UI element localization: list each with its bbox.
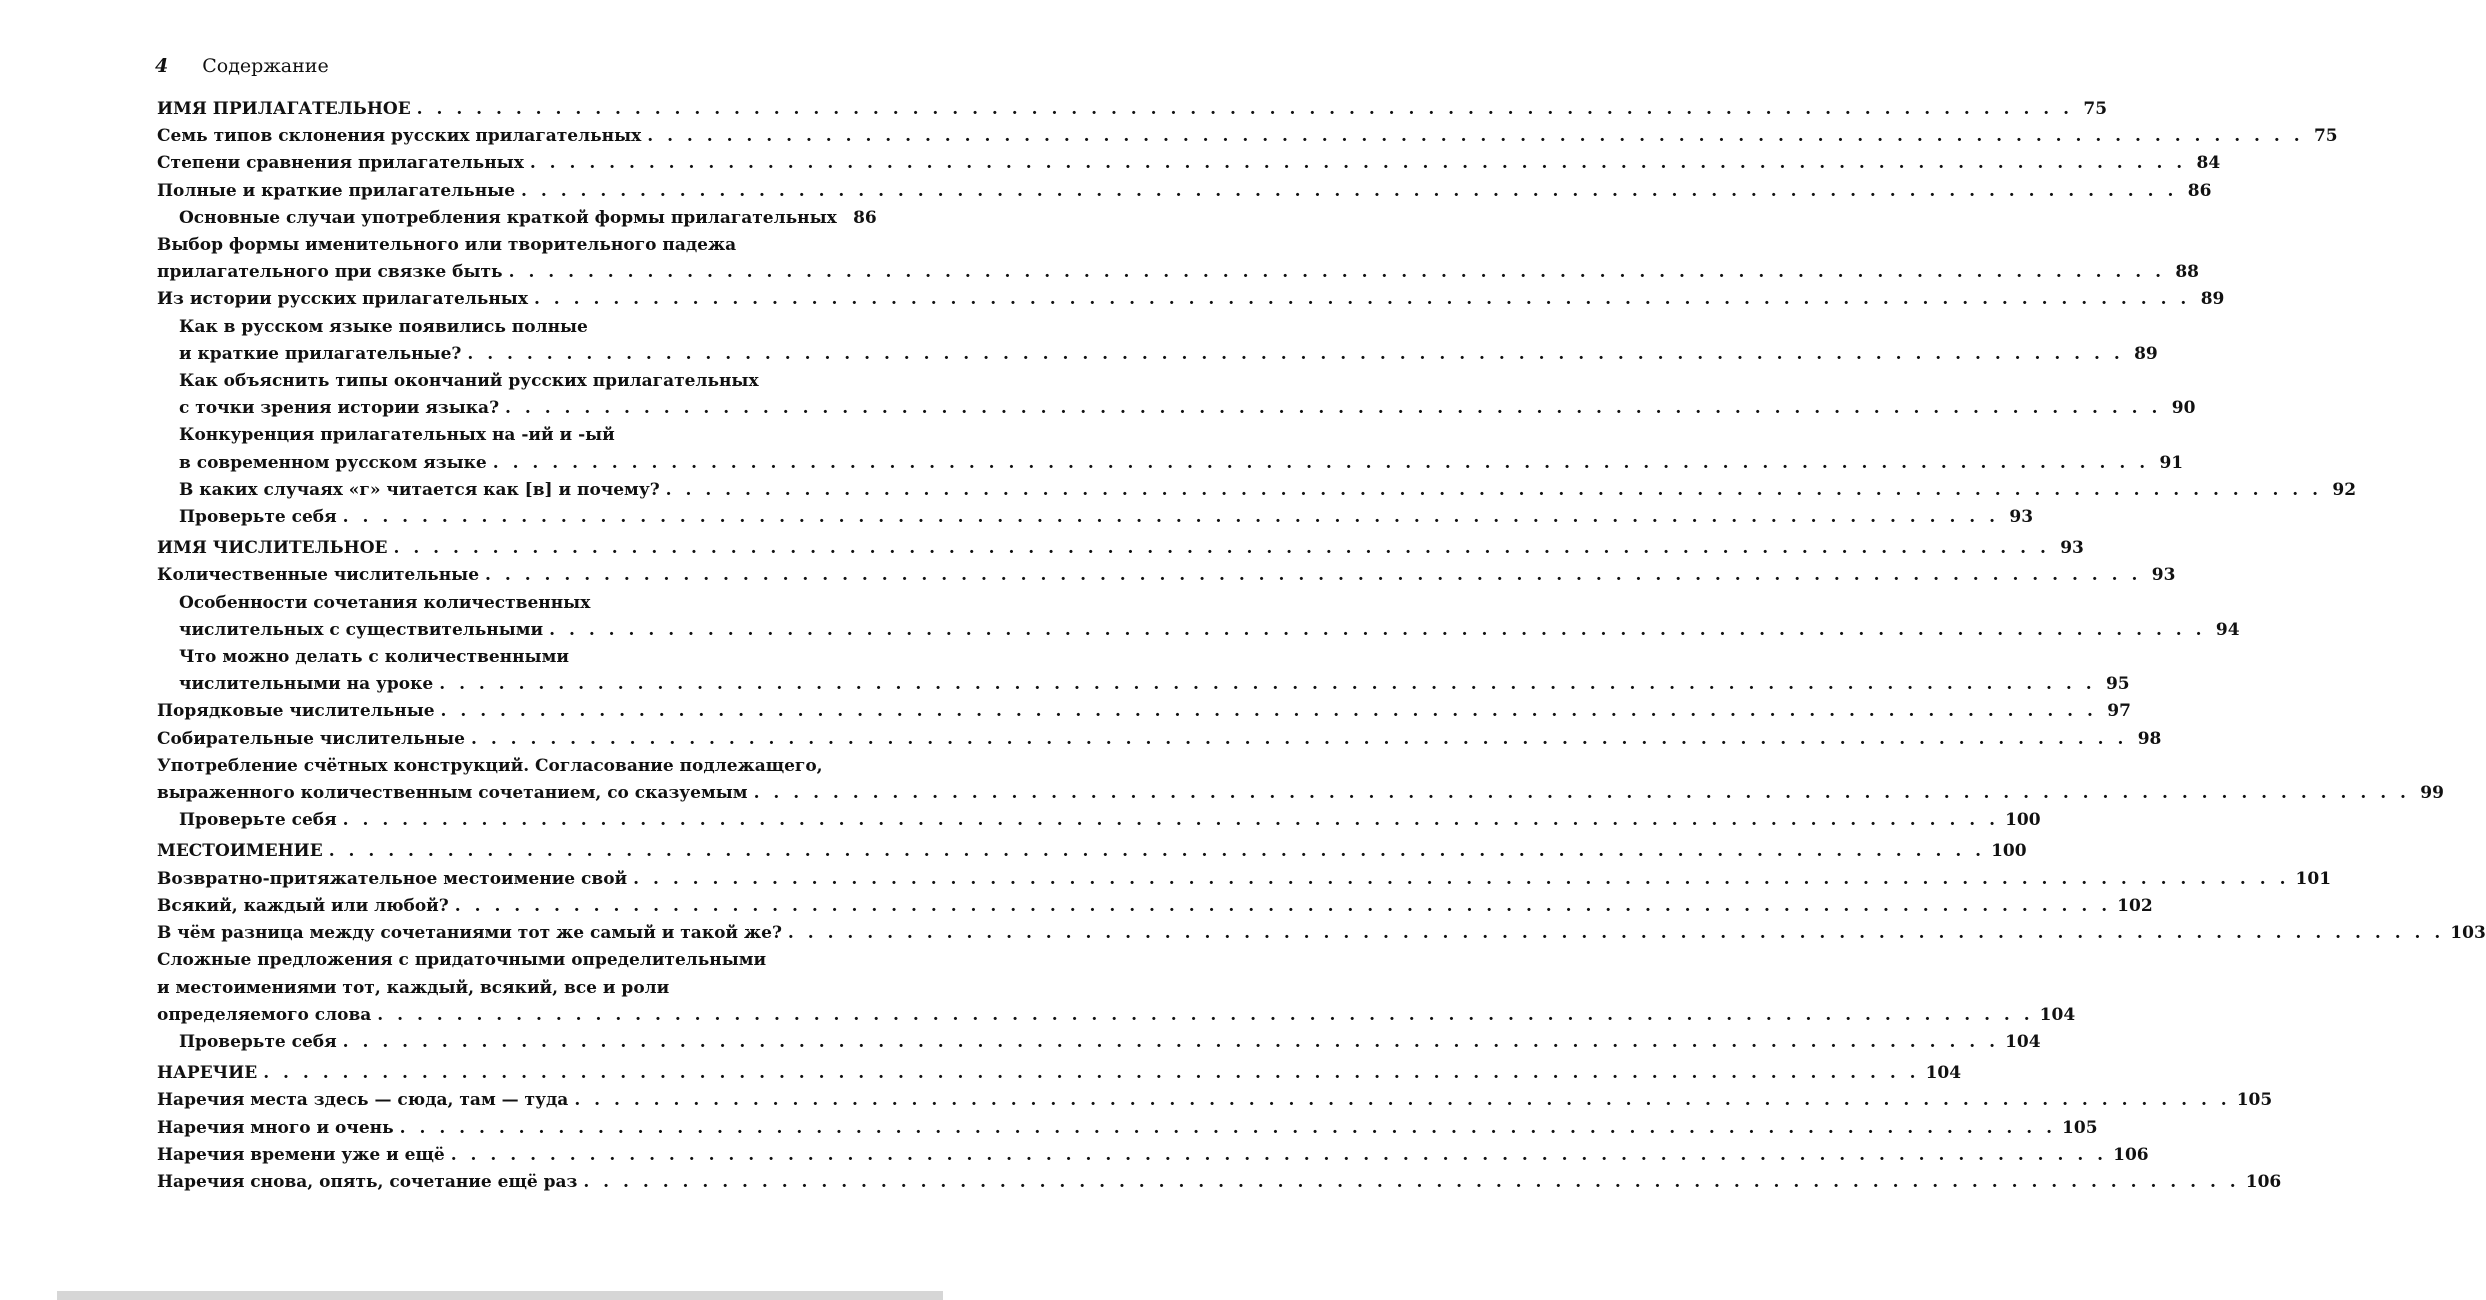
toc-entry[interactable]: [157, 947, 855, 974]
toc-entry[interactable]: [157, 422, 855, 449]
toc-entry-page: 95: [2105, 674, 2130, 695]
toc-entry[interactable]: [157, 96, 2108, 123]
toc-entry-title: и местоимениями тот, каждый, всякий, все и роли: [157, 977, 670, 998]
toc-entry[interactable]: [157, 341, 2158, 368]
toc-entry-title: числительных с существительными: [179, 619, 544, 640]
dot-leader: . . . . . . . . . . . . . . . . . . . . . . . . . . . . . . . . . . . . . . . . . . . . . . . . . . . . . . . . . . . . . . . . . . . . . . . . . . . . . . . . . . . .: [492, 452, 2150, 473]
dot-leader: . . . . . . . . . . . . . . . . . . . . . . . . . . . . . . . . . . . . . . . . . . . . . . . . . . . . . . . . . . . . . . . . . . . . . . . . . . . . . . . . . . . .: [647, 126, 2304, 147]
toc-entry[interactable]: [157, 698, 2131, 725]
toc-entry-title: Наречия времени уже и ещё: [157, 1144, 445, 1165]
toc-entry-page: 100: [2005, 810, 2041, 831]
toc-entry-page: 106: [2245, 1171, 2282, 1192]
dot-leader: . . . . . . . . . . . . . . . . . . . . . . . . . . . . . . . . . . . . . . . . . . . . . . . . . . . . . . . . . . . . . . . . . . . . . . . . . . . . . . . . . . . .: [549, 619, 2206, 640]
toc-entry[interactable]: [157, 259, 2199, 286]
table-of-contents: [157, 96, 2486, 1196]
toc-entry[interactable]: [157, 368, 855, 395]
toc-entry-title: Употребление счётных конструкций. Согласование подлежащего,: [157, 755, 823, 776]
toc-entry[interactable]: [157, 205, 877, 232]
page-number: 4: [155, 55, 169, 77]
toc-entry-title: Как объяснить типы окончаний русских прилагательных: [179, 371, 759, 392]
dot-leader: . . . . . . . . . . . . . . . . . . . . . . . . . . . . . . . . . . . . . . . . . . . . . . . . . . . . . . . . . . . . . . . . . . . . . . . . . . . . . . . . . . . .: [529, 153, 2187, 174]
toc-entry[interactable]: [157, 893, 2153, 920]
toc-entry-title: Собирательные числительные: [157, 728, 465, 749]
toc-entry-page: 86: [2187, 180, 2212, 201]
dot-leader: . . . . . . . . . . . . . . . . . . . . . . . . . . . . . . . . . . . . . . . . . . . . . . . . . . . . . . . . . . . . . . . . . . . . . . . . . . . . . . . . . . . .: [342, 1031, 2000, 1052]
toc-entry[interactable]: [157, 395, 2196, 422]
toc-entry-page: 84: [2196, 153, 2221, 174]
toc-entry-page: 99: [2420, 783, 2444, 804]
dot-leader: . . . . . . . . . . . . . . . . . . . . . . . . . . . . . . . . . . . . . . . . . . . . . . . . . . . . . . . . . . . . . . . . . . . . . . . . . . . . . . . . . . . .: [439, 674, 2096, 695]
dot-leader: . . . . . . . . . . . . . . . . . . . . . . . . . . . . . . . . . . . . . . . . . . . . . . . . . . . . . . . . . . . . . . . . . . . . . . . . . . . . . . . . . . . .: [416, 99, 2074, 119]
toc-entry[interactable]: [157, 535, 2084, 562]
toc-entry-page: 106: [2113, 1144, 2149, 1165]
page-header: [155, 52, 329, 80]
dot-leader: . . . . . . . . . . . . . . . . . . . . . . . . . . . . . . . . . . . . . . . . . . . . . . . . . . . . . . . . . . . . . . . . . . . . . . . . . . . . . . . . . . . .: [583, 1171, 2240, 1192]
toc-entry[interactable]: [157, 590, 855, 617]
toc-entry-title: В каких случаях «г» читается как [в] и почему?: [179, 479, 660, 500]
toc-entry[interactable]: [157, 1029, 2041, 1056]
running-title: Содержание: [202, 55, 329, 77]
toc-entry-page: 86: [853, 207, 877, 228]
toc-entry[interactable]: [157, 450, 2184, 477]
toc-entry[interactable]: [157, 920, 2486, 947]
bottom-scrollbar: [57, 1291, 943, 1300]
dot-leader: . . . . . . . . . . . . . . . . . . . . . . . . . . . . . . . . . . . . . . . . . . . . . . . . . . . . . . . . . . . . . . . . . . . . . . . . . . . . . . . . . . . .: [753, 783, 2410, 804]
dot-leader: . . . . . . . . . . . . . . . . . . . . . . . . . . . . . . . . . . . . . . . . . . . . . . . . . . . . . . . . . . . . . . . . . . . . . . . . . . . . . . . . . . . .: [633, 868, 2290, 889]
toc-entry-title: Проверьте себя: [179, 507, 337, 528]
toc-entry[interactable]: [157, 644, 855, 671]
dot-leader: . . . . . . . . . . . . . . . . . . . . . . . . . . . . . . . . . . . . . . . . . . . . . . . . . . . . . . . . . . . . . . . . . . . . . . . . . . . . . . . . . . . .: [467, 343, 2124, 364]
toc-entry[interactable]: [157, 123, 2338, 150]
toc-entry-title: Наречия снова, опять, сочетание ещё раз: [157, 1171, 578, 1192]
dot-leader: . . . . . . . . . . . . . . . . . . . . . . . . . . . . . . . . . . . . . . . . . . . . . . . . . . . . . . . . . . . . . . . . . . . . . . . . . . . . . . . . . . . .: [574, 1090, 2231, 1111]
dot-leader: . . . . . . . . . . . . . . . . . . . . . . . . . . . . . . . . . . . . . . . . . . . . . . . . . . . . . . . . . . . . . . . . . . . . . . . . . . . . . . . . . . . .: [440, 701, 2097, 722]
toc-entry-page: 103: [2450, 923, 2486, 944]
toc-entry[interactable]: [157, 562, 2176, 589]
dot-leader: . . . . . . . . . . . . . . . . . . . . . . . . . . . . . . . . . . . . . . . . . . . . . . . . . . . . . . . . . . . . . . . . . . . . . . . . . . . . . . . . . . . .: [787, 923, 2445, 944]
toc-entry[interactable]: [157, 838, 2027, 865]
dot-leader: . . . . . . . . . . . . . . . . . . . . . . . . . . . . . . . . . . . . . . . . . . . . . . . . . . . . . . . . . . . . . . . . . . . . . . . . . . . . . . . . . . . .: [328, 841, 1986, 862]
toc-entry[interactable]: [157, 807, 2041, 834]
toc-entry-page: 75: [2083, 99, 2108, 119]
dot-leader: . . . . . . . . . . . . . . . . . . . . . . . . . . . . . . . . . . . . . . . . . . . . . . . . . . . . . . . . . . . . . . . . . . . . . . . . . . . . . . . . . . . .: [399, 1117, 2057, 1138]
toc-entry-title: Количественные числительные: [157, 565, 480, 586]
dot-leader: . . . . . . . . . . . . . . . . . . . . . . . . . . . . . . . . . . . . . . . . . . . . . . . . . . . . . . . . . . . . . . . . . . . . . . . . . . . . . . . . . . . .: [393, 538, 2050, 559]
toc-entry-title: Проверьте себя: [179, 810, 337, 831]
toc-entry-title: Степени сравнения прилагательных: [157, 153, 524, 174]
toc-entry-page: 90: [2171, 398, 2196, 419]
toc-entry[interactable]: [157, 232, 855, 259]
toc-entry-page: 88: [2175, 262, 2199, 283]
toc-entry[interactable]: [157, 286, 2225, 313]
toc-entry[interactable]: [157, 1087, 2273, 1114]
toc-entry-page: 102: [2117, 895, 2153, 916]
dot-leader: . . . . . . . . . . . . . . . . . . . . . . . . . . . . . . . . . . . . . . . . . . . . . . . . . . . . . . . . . . . . . . . . . . . . . . . . . . . . . . . . . . . .: [377, 1004, 2034, 1025]
toc-entry-page: 98: [2137, 728, 2162, 749]
toc-entry-page: 100: [1991, 841, 2027, 862]
toc-entry[interactable]: [157, 504, 2034, 531]
toc-entry-title: Порядковые числительные: [157, 701, 435, 722]
toc-entry-title: Наречия места здесь — сюда, там — туда: [157, 1090, 569, 1111]
toc-entry-title: МЕСТОИМЕНИЕ: [157, 841, 323, 862]
dot-leader: . . . . . . . . . . . . . . . . . . . . . . . . . . . . . . . . . . . . . . . . . . . . . . . . . . . . . . . . . . . . . . . . . . . . . . . . . . . . . . . . . . . .: [454, 895, 2112, 916]
toc-entry[interactable]: [157, 150, 2221, 177]
toc-entry[interactable]: [157, 975, 855, 1002]
dot-leader: . . . . . . . . . . . . . . . . . . . . . . . . . . . . . . . . . . . . . . . . . . . . . . . . . . . . . . . . . . . . . . . . . . . . . . . . . . . . . . . . . . . .: [533, 289, 2191, 310]
toc-entry[interactable]: [157, 1142, 2149, 1169]
toc-entry[interactable]: [157, 1002, 2076, 1029]
toc-entry-page: 105: [2062, 1117, 2098, 1138]
dot-leader: . . . . . . . . . . . . . . . . . . . . . . . . . . . . . . . . . . . . . . . . . . . . . . . . . . . . . . . . . . . . . . . . . . . . . . . . . . . . . . . . . . . .: [521, 180, 2178, 201]
toc-entry-title: Особенности сочетания количественных: [179, 592, 591, 613]
toc-entry-page: 93: [2151, 565, 2176, 586]
dot-leader: . . . . . . . . . . . . . . . . . . . . . . . . . . . . . . . . . . . . . . . . . . . . . . . . . . . . . . . . . . . . . . . . . . . . . . . . . . . . . . . . . . . .: [470, 728, 2128, 749]
toc-entry-title: прилагательного при связке быть: [157, 262, 503, 283]
toc-entry-title: и краткие прилагательные?: [179, 343, 462, 364]
dot-leader: . . . . . . . . . . . . . . . . . . . . . . . . . . . . . . . . . . . . . . . . . . . . . . . . . . . . . . . . . . . . . . . . . . . . . . . . . . . . . . . . . . . .: [485, 565, 2142, 586]
toc-entry[interactable]: [157, 617, 2240, 644]
toc-entry-page: 104: [2039, 1004, 2076, 1025]
toc-entry-page: 93: [2060, 538, 2084, 559]
toc-entry-title: Всякий, каждый или любой?: [157, 895, 449, 916]
toc-entry-title: определяемого слова: [157, 1004, 372, 1025]
toc-entry-page: 104: [2005, 1031, 2041, 1052]
toc-entry-title: Выбор формы именительного или творительного падежа: [157, 235, 737, 256]
toc-entry-title: Основные случаи употребления краткой формы прилагательных: [179, 207, 837, 228]
toc-entry-page: 75: [2313, 126, 2338, 147]
toc-entry[interactable]: [157, 477, 2357, 504]
toc-entry-page: 89: [2134, 343, 2158, 364]
dot-leader: . . . . . . . . . . . . . . . . . . . . . . . . . . . . . . . . . . . . . . . . . . . . . . . . . . . . . . . . . . . . . . . . . . . . . . . . . . . . . . . . . . . .: [505, 398, 2162, 419]
toc-entry-title: В чём разница между сочетаниями тот же самый и такой же?: [157, 923, 782, 944]
toc-entry[interactable]: [157, 866, 2332, 893]
toc-entry-page: 89: [2200, 289, 2225, 310]
toc-entry-page: 91: [2159, 452, 2184, 473]
toc-entry-page: 101: [2295, 868, 2332, 889]
toc-entry-title: Семь типов склонения русских прилагательных: [157, 126, 642, 147]
toc-entry-title: ИМЯ ЧИСЛИТЕЛЬНОЕ: [157, 538, 388, 559]
toc-entry-page: 92: [2332, 479, 2357, 500]
toc-entry-title: Конкуренция прилагательных на -ий и -ый: [179, 425, 615, 446]
dot-leader: . . . . . . . . . . . . . . . . . . . . . . . . . . . . . . . . . . . . . . . . . . . . . . . . . . . . . . . . . . . . . . . . . . . . . . . . . . . . . . . . . . . .: [342, 810, 2000, 831]
toc-entry-page: 104: [1925, 1063, 1962, 1084]
toc-entry-title: числительными на уроке: [179, 674, 434, 695]
toc-entry-title: в современном русском языке: [179, 452, 487, 473]
toc-entry-page: 94: [2215, 619, 2240, 640]
toc-entry-title: Из истории русских прилагательных: [157, 289, 528, 310]
toc-entry-title: Полные и краткие прилагательные: [157, 180, 516, 201]
toc-entry[interactable]: [157, 314, 855, 341]
dot-leader: . . . . . . . . . . . . . . . . . . . . . . . . . . . . . . . . . . . . . . . . . . . . . . . . . . . . . . . . . . . . . . . . . . . . . . . . . . . . . . . . . . . .: [665, 479, 2323, 500]
toc-entry-page: 97: [2107, 701, 2131, 722]
toc-entry[interactable]: [157, 1115, 2098, 1142]
toc-entry-title: Что можно делать с количественными: [179, 647, 569, 668]
toc-entry-page: 105: [2236, 1090, 2273, 1111]
dot-leader: . . . . . . . . . . . . . . . . . . . . . . . . . . . . . . . . . . . . . . . . . . . . . . . . . . . . . . . . . . . . . . . . . . . . . . . . . . . . . . . . . . . .: [263, 1063, 1920, 1084]
toc-entry[interactable]: [157, 1169, 2282, 1196]
dot-leader: . . . . . . . . . . . . . . . . . . . . . . . . . . . . . . . . . . . . . . . . . . . . . . . . . . . . . . . . . . . . . . . . . . . . . . . . . . . . . . . . . . . .: [450, 1144, 2108, 1165]
toc-entry-title: НАРЕЧИЕ: [157, 1063, 258, 1084]
toc-entry-title: ИМЯ ПРИЛАГАТЕЛЬНОЕ: [157, 99, 411, 119]
toc-entry[interactable]: [157, 178, 2212, 205]
toc-entry-title: Проверьте себя: [179, 1031, 337, 1052]
toc-entry[interactable]: [157, 1060, 1962, 1087]
toc-entry[interactable]: [157, 780, 2444, 807]
toc-entry-title: Сложные предложения с придаточными определительными: [157, 950, 767, 971]
toc-entry-title: выраженного количественным сочетанием, со сказуемым: [157, 783, 748, 804]
dot-leader: . . . . . . . . . . . . . . . . . . . . . . . . . . . . . . . . . . . . . . . . . . . . . . . . . . . . . . . . . . . . . . . . . . . . . . . . . . . . . . . . . . . .: [508, 262, 2165, 283]
dot-leader: . . . . . . . . . . . . . . . . . . . . . . . . . . . . . . . . . . . . . . . . . . . . . . . . . . . . . . . . . . . . . . . . . . . . . . . . . . . . . . . . . . . .: [342, 507, 2000, 528]
toc-entry-title: Возвратно-притяжательное местоимение свой: [157, 868, 628, 889]
toc-entry[interactable]: [157, 726, 2162, 753]
toc-entry[interactable]: [157, 671, 2130, 698]
toc-entry-page: 93: [2009, 507, 2034, 528]
toc-entry[interactable]: [157, 753, 855, 780]
toc-entry-title: Как в русском языке появились полные: [179, 316, 588, 337]
toc-entry-title: Наречия много и очень: [157, 1117, 394, 1138]
toc-entry-title: с точки зрения истории языка?: [179, 398, 500, 419]
